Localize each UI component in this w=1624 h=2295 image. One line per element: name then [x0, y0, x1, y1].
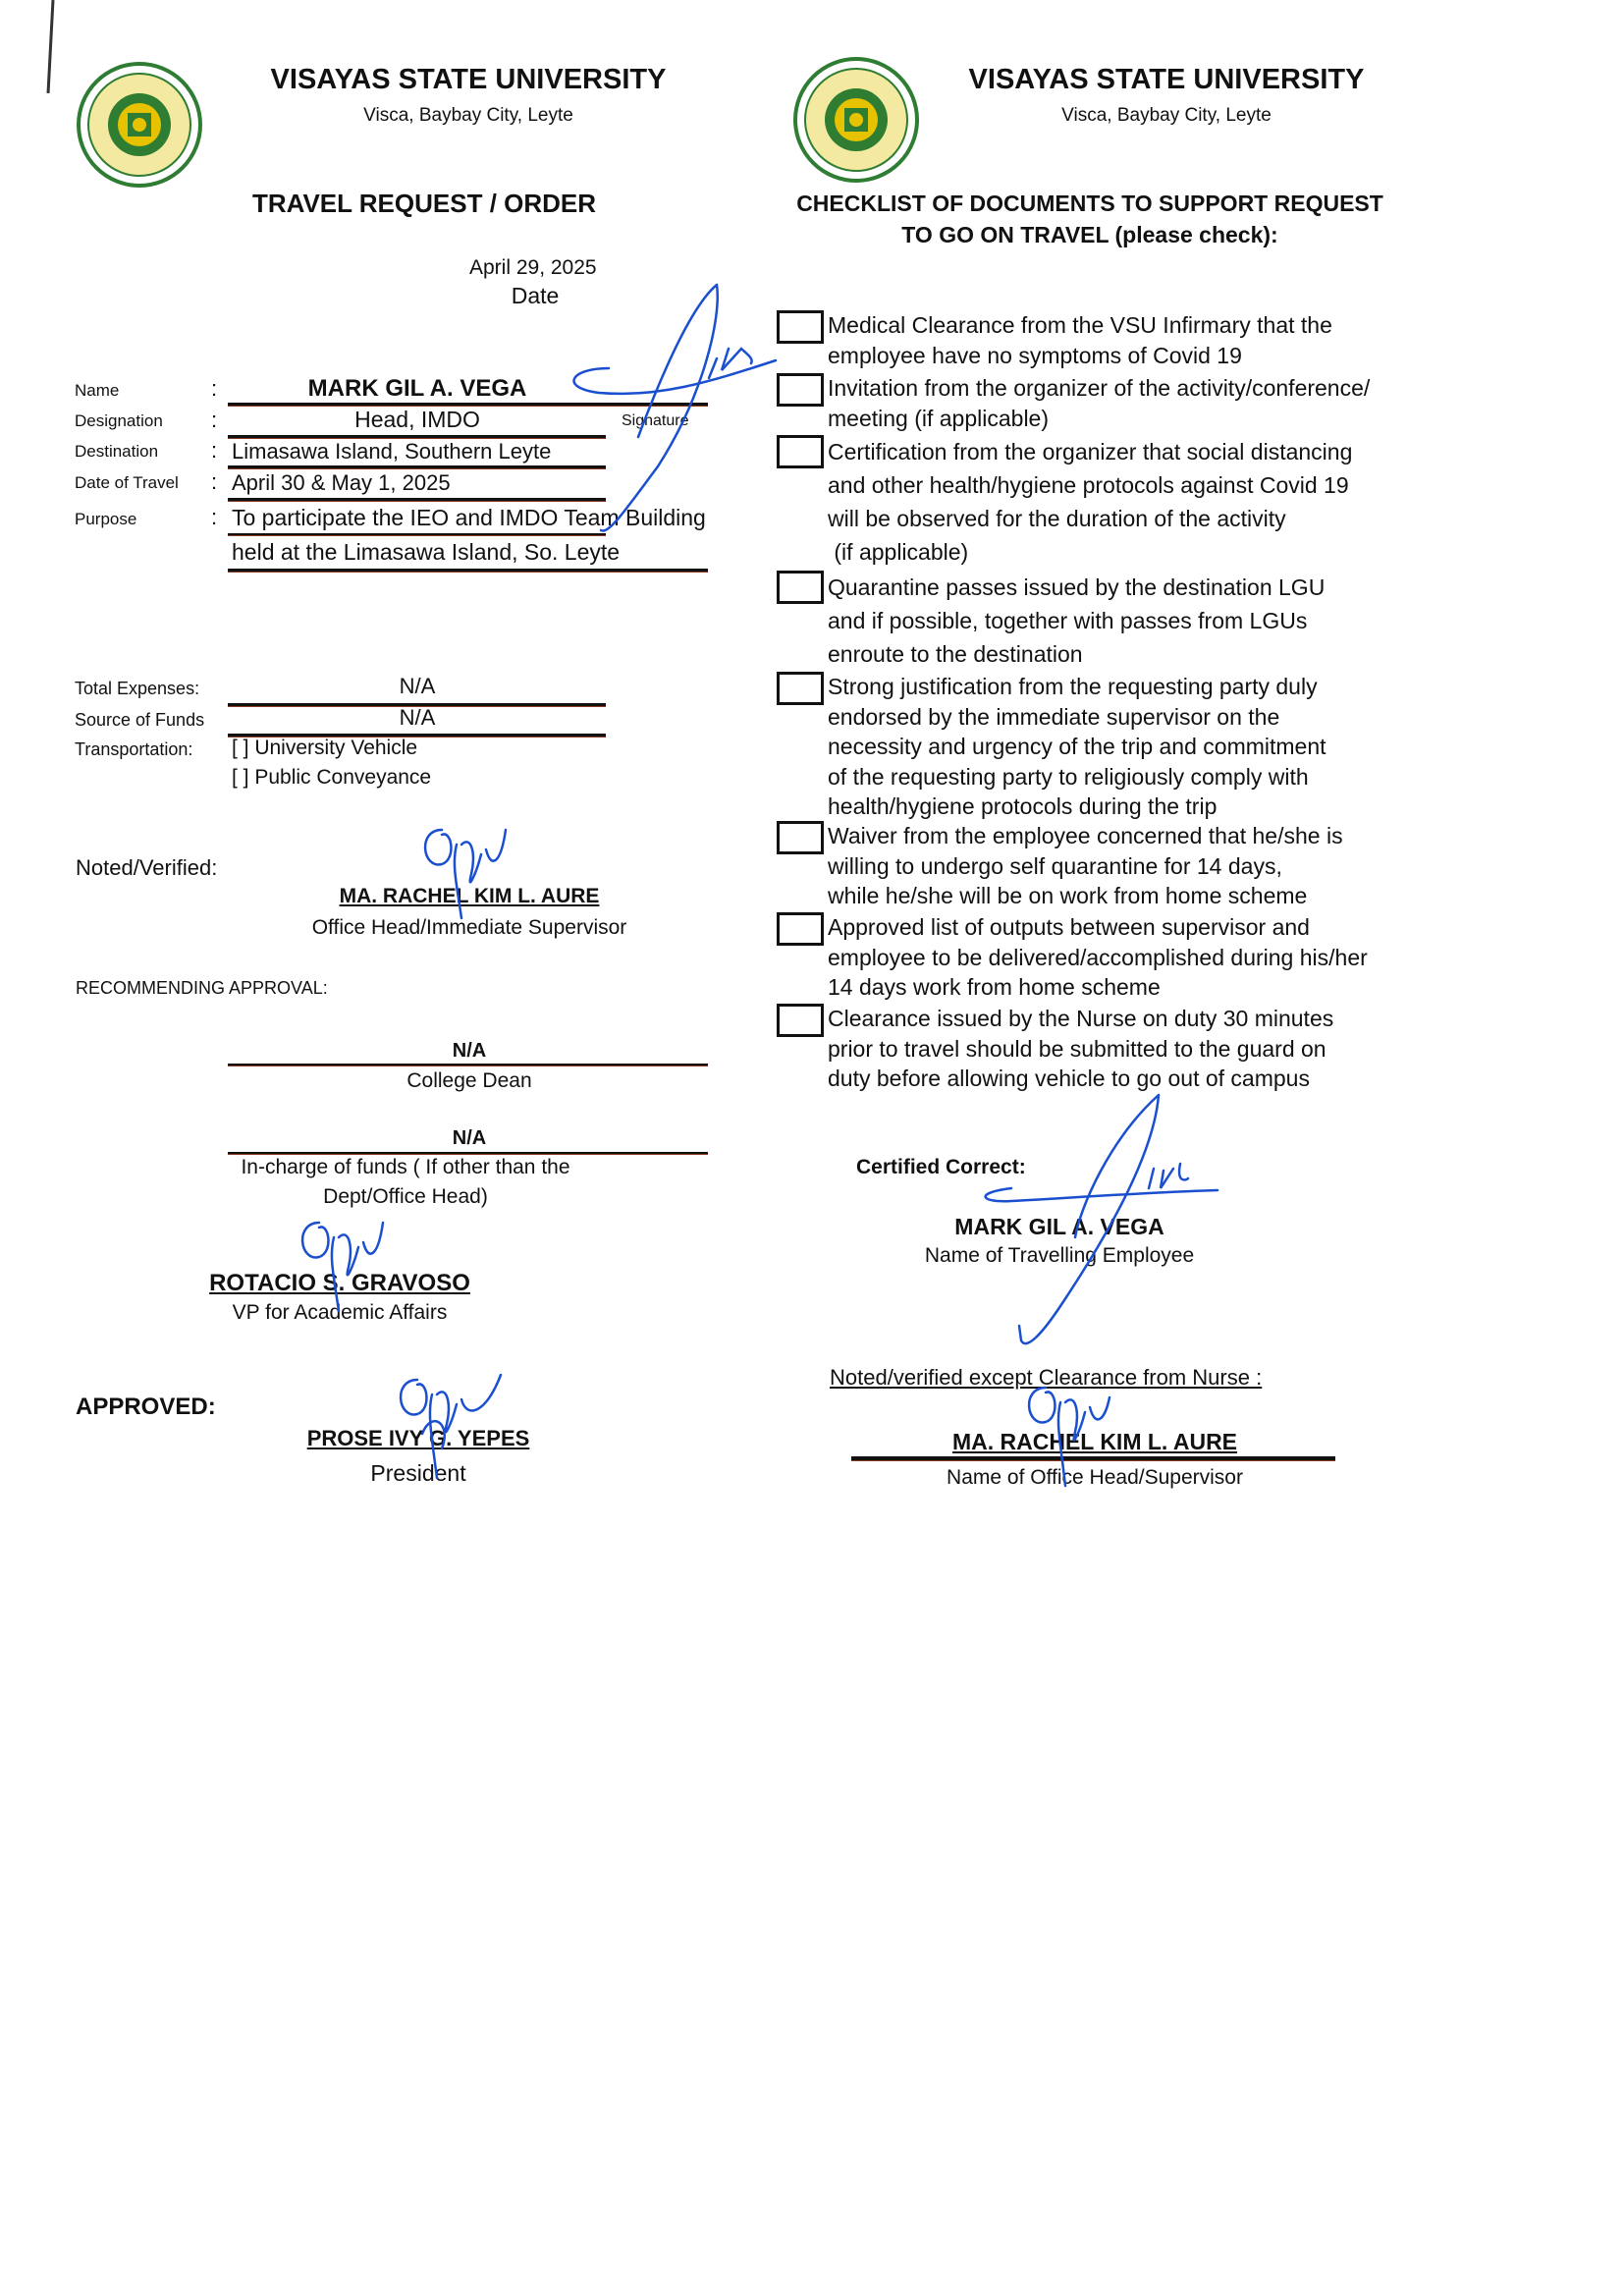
- checklist-checkbox[interactable]: [777, 310, 824, 344]
- employee-name: MARK GIL A. VEGA: [954, 1214, 1164, 1239]
- funds-title: In-charge of funds ( If other than the: [241, 1156, 570, 1178]
- date-of-travel-label: Date of Travel: [75, 473, 179, 492]
- purpose-value-line2: held at the Limasawa Island, So. Leyte: [232, 539, 621, 565]
- nurse-note-label: Noted/verified except Clearance from Nurse :: [830, 1365, 1263, 1390]
- checklist-title: TO GO ON TRAVEL (please check):: [901, 222, 1278, 247]
- purpose-value-line1: To participate the IEO and IMDO Team Building: [232, 505, 706, 530]
- purpose-label: Purpose: [75, 510, 137, 528]
- university-logo: [790, 56, 922, 184]
- noted-verified-label: Noted/Verified:: [76, 855, 218, 880]
- form-title: TRAVEL REQUEST / ORDER: [251, 189, 597, 218]
- transportation-label: Transportation:: [75, 739, 193, 759]
- total-expenses-label: Total Expenses:: [75, 679, 200, 698]
- checklist-item: Medical Clearance from the VSU Infirmary that the employee have no symptoms of Covid 19: [828, 312, 1332, 368]
- checklist-checkbox[interactable]: [777, 821, 824, 854]
- name-label: Name: [75, 381, 120, 400]
- colon: :: [211, 505, 218, 529]
- checklist-checkbox[interactable]: [777, 571, 824, 604]
- source-of-funds-label: Source of Funds: [75, 710, 205, 730]
- transport-option-public-conveyance[interactable]: [ ] Public Conveyance: [232, 766, 432, 789]
- destination-label: Destination: [75, 442, 159, 461]
- university-address: Visca, Baybay City, Leyte: [363, 105, 573, 126]
- funds-value: N/A: [452, 1127, 487, 1149]
- colon: :: [211, 469, 218, 494]
- president-title: President: [370, 1460, 466, 1486]
- checklist-item: Certification from the organizer that social distancing and other health/hygiene protocols against Covid 19 will be observed for the duration of the activity (if applicable): [828, 439, 1353, 565]
- supervisor-name: MA. RACHEL KIM L. AURE: [339, 885, 600, 907]
- recommending-approval-label: RECOMMENDING APPROVAL:: [76, 978, 328, 998]
- checklist-item: Strong justification from the requesting party duly endorsed by the immediate supervisor on the necessity and urgency of the trip and commitment of the requesting party to religiously comply with health/hygiene protocols during the trip: [828, 674, 1326, 819]
- vp-title: VP for Academic Affairs: [232, 1301, 448, 1324]
- certified-correct-label: Certified Correct:: [856, 1156, 1026, 1178]
- checklist-title: CHECKLIST OF DOCUMENTS TO SUPPORT REQUEST: [796, 191, 1383, 216]
- name-value: MARK GIL A. VEGA: [307, 375, 527, 402]
- checklist-item: Waiver from the employee concerned that he/she is willing to undergo self quarantine for 14 days, while he/she will be on work from home scheme: [828, 823, 1343, 908]
- approved-label: APPROVED:: [76, 1393, 216, 1420]
- designation-value: Head, IMDO: [354, 407, 480, 432]
- signature-label: Signature: [622, 412, 689, 429]
- date-label: Date: [511, 283, 560, 308]
- university-name: VISAYAS STATE UNIVERSITY: [270, 64, 667, 95]
- source-of-funds-value: N/A: [399, 705, 436, 730]
- employee-title: Name of Travelling Employee: [924, 1244, 1195, 1267]
- request-date: April 29, 2025: [469, 256, 597, 279]
- university-name: VISAYAS STATE UNIVERSITY: [968, 64, 1365, 95]
- checklist-checkbox[interactable]: [777, 373, 824, 407]
- checklist-item: Clearance issued by the Nurse on duty 30 minutes prior to travel should be submitted to the guard on duty before allowing vehicle to go out of campus: [828, 1006, 1334, 1091]
- university-logo: [74, 61, 205, 189]
- checklist-item: Quarantine passes issued by the destination LGU and if possible, together with passes from LGUs enroute to the destination: [828, 574, 1326, 667]
- office-head-title: Name of Office Head/Supervisor: [947, 1466, 1243, 1489]
- checklist-checkbox[interactable]: [777, 672, 824, 705]
- colon: :: [211, 376, 218, 401]
- total-expenses-value: N/A: [399, 674, 436, 698]
- funds-title: Dept/Office Head): [323, 1185, 488, 1208]
- designation-label: Designation: [75, 411, 163, 430]
- checklist-checkbox[interactable]: [777, 912, 824, 946]
- checklist-checkbox[interactable]: [777, 435, 824, 468]
- date-of-travel-value: April 30 & May 1, 2025: [232, 470, 451, 495]
- checklist-checkbox[interactable]: [777, 1004, 824, 1037]
- destination-value: Limasawa Island, Southern Leyte: [232, 439, 552, 464]
- vp-name: ROTACIO S. GRAVOSO: [209, 1270, 470, 1296]
- checklist-item: Invitation from the organizer of the activity/conference/ meeting (if applicable): [828, 375, 1371, 431]
- office-head-name: MA. RACHEL KIM L. AURE: [951, 1429, 1238, 1454]
- transport-option-university-vehicle[interactable]: [ ] University Vehicle: [232, 737, 418, 759]
- scan-mark: [47, 0, 55, 93]
- dean-value: N/A: [452, 1040, 487, 1062]
- colon: :: [211, 408, 218, 432]
- supervisor-signature: [417, 825, 515, 923]
- supervisor-title: Office Head/Immediate Supervisor: [311, 916, 627, 939]
- colon: :: [211, 438, 218, 463]
- university-address: Visca, Baybay City, Leyte: [1061, 105, 1272, 126]
- checklist-item: Approved list of outputs between supervisor and employee to be delivered/accomplished during his/her 14 days work from home scheme: [828, 914, 1368, 1000]
- president-name: PROSE IVY G. YEPES: [306, 1426, 530, 1450]
- dean-title: College Dean: [406, 1069, 532, 1092]
